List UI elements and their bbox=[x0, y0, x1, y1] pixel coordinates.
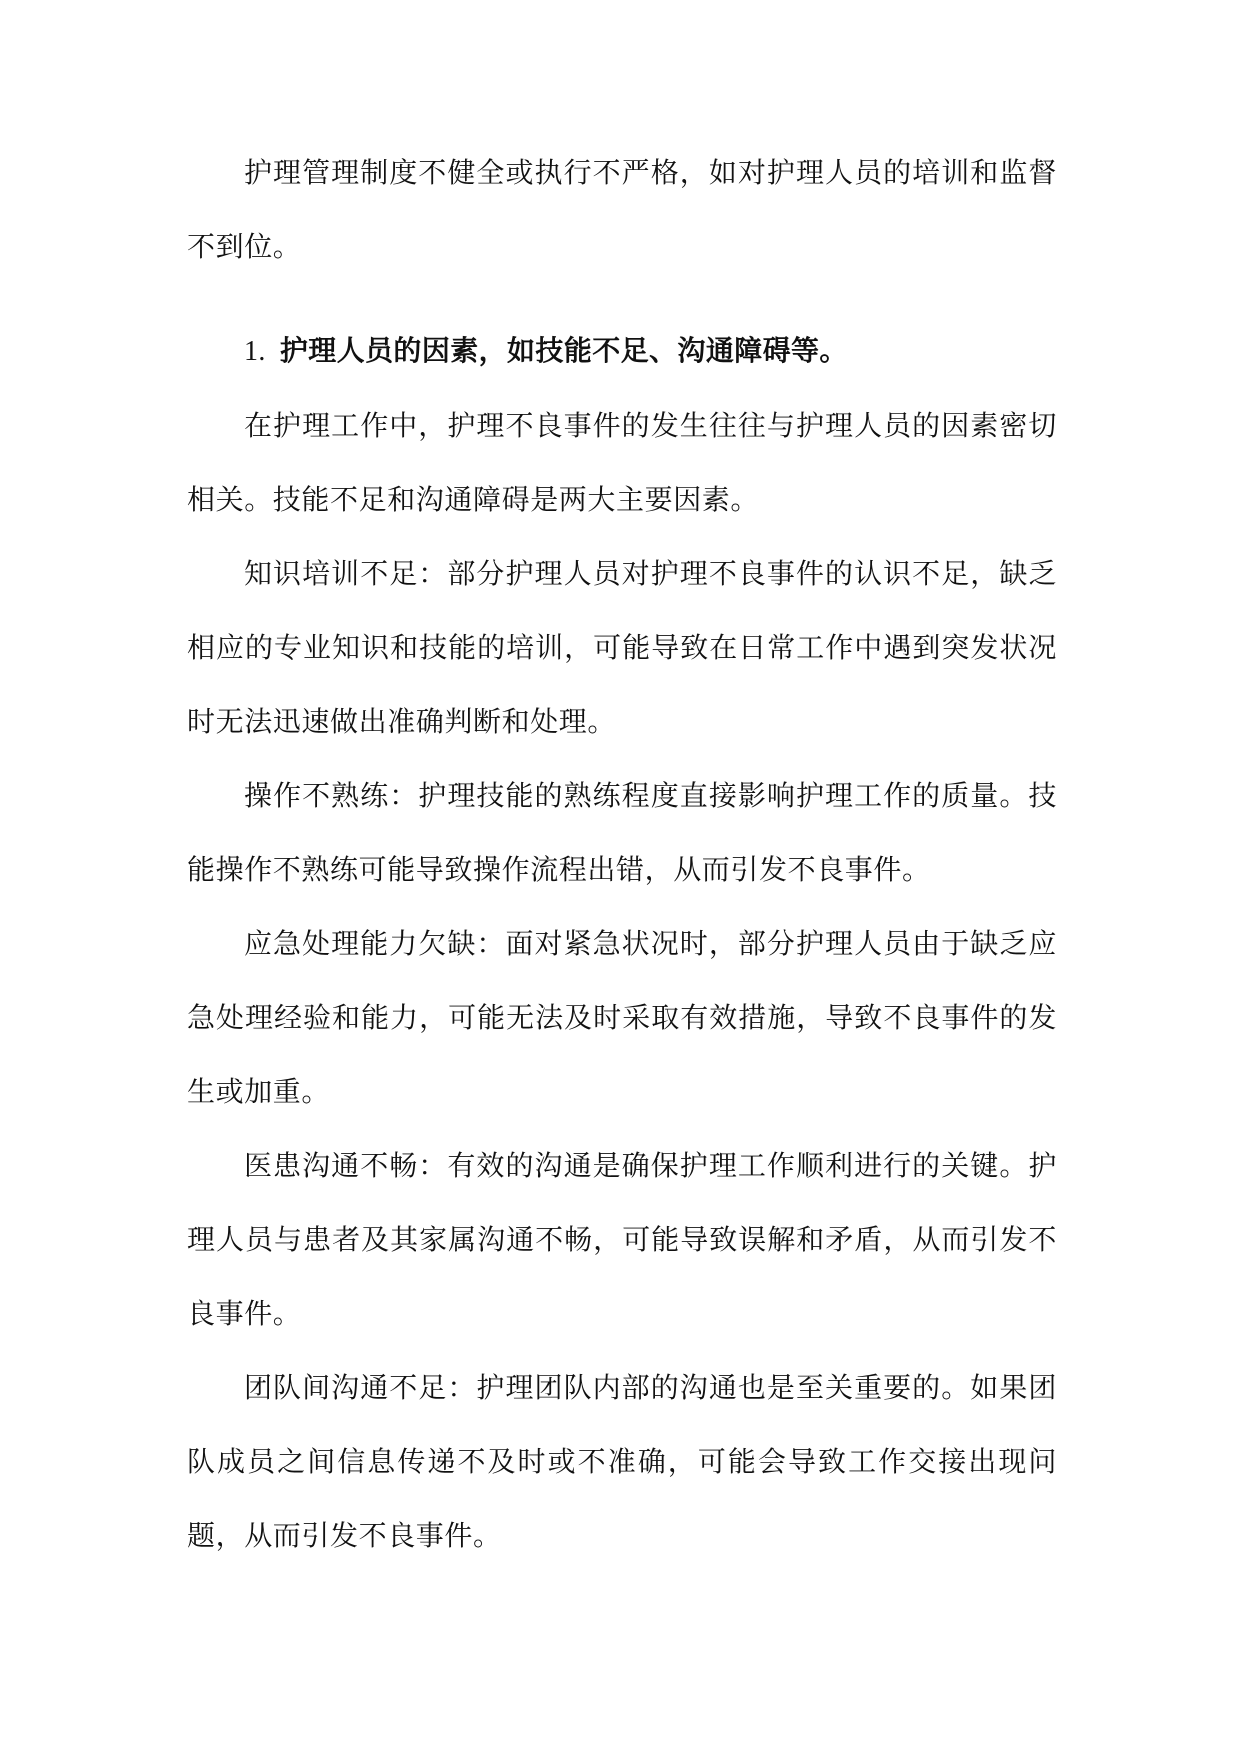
paragraph: 医患沟通不畅：有效的沟通是确保护理工作顺利进行的关键。护理人员与患者及其家属沟通不畅，可能导致误解和矛盾，从而引发不良事件。 bbox=[187, 1149, 1057, 1330]
paragraph: 知识培训不足：部分护理人员对护理不良事件的认识不足，缺乏相应的专业知识和技能的培训，可能导致在日常工作中遇到突发状况时无法迅速做出准确判断和处理。 bbox=[187, 557, 1057, 738]
paragraph: 在护理工作中，护理不良事件的发生往往与护理人员的因素密切相关。技能不足和沟通障碍是两大主要因素。 bbox=[187, 409, 1057, 516]
document-body bbox=[187, 136, 1057, 1573]
paragraph: 操作不熟练：护理技能的熟练程度直接影响护理工作的质量。技能操作不熟练可能导致操作流程出错，从而引发不良事件。 bbox=[187, 779, 1057, 886]
paragraph: 应急处理能力欠缺：面对紧急状况时，部分护理人员由于缺乏应急处理经验和能力，可能无法及时采取有效措施，导致不良事件的发生或加重。 bbox=[187, 927, 1057, 1108]
section-heading bbox=[187, 314, 1057, 389]
section-title: 护理人员的因素，如技能不足、沟通障碍等。 bbox=[279, 334, 848, 367]
section-number: 1. bbox=[244, 336, 266, 367]
paragraph: 团队间沟通不足：护理团队内部的沟通也是至关重要的。如果团队成员之间信息传递不及时或不准确，可能会导致工作交接出现问题，从而引发不良事件。 bbox=[187, 1371, 1057, 1552]
paragraph-intro: 护理管理制度不健全或执行不严格，如对护理人员的培训和监督不到位。 bbox=[187, 156, 1057, 263]
